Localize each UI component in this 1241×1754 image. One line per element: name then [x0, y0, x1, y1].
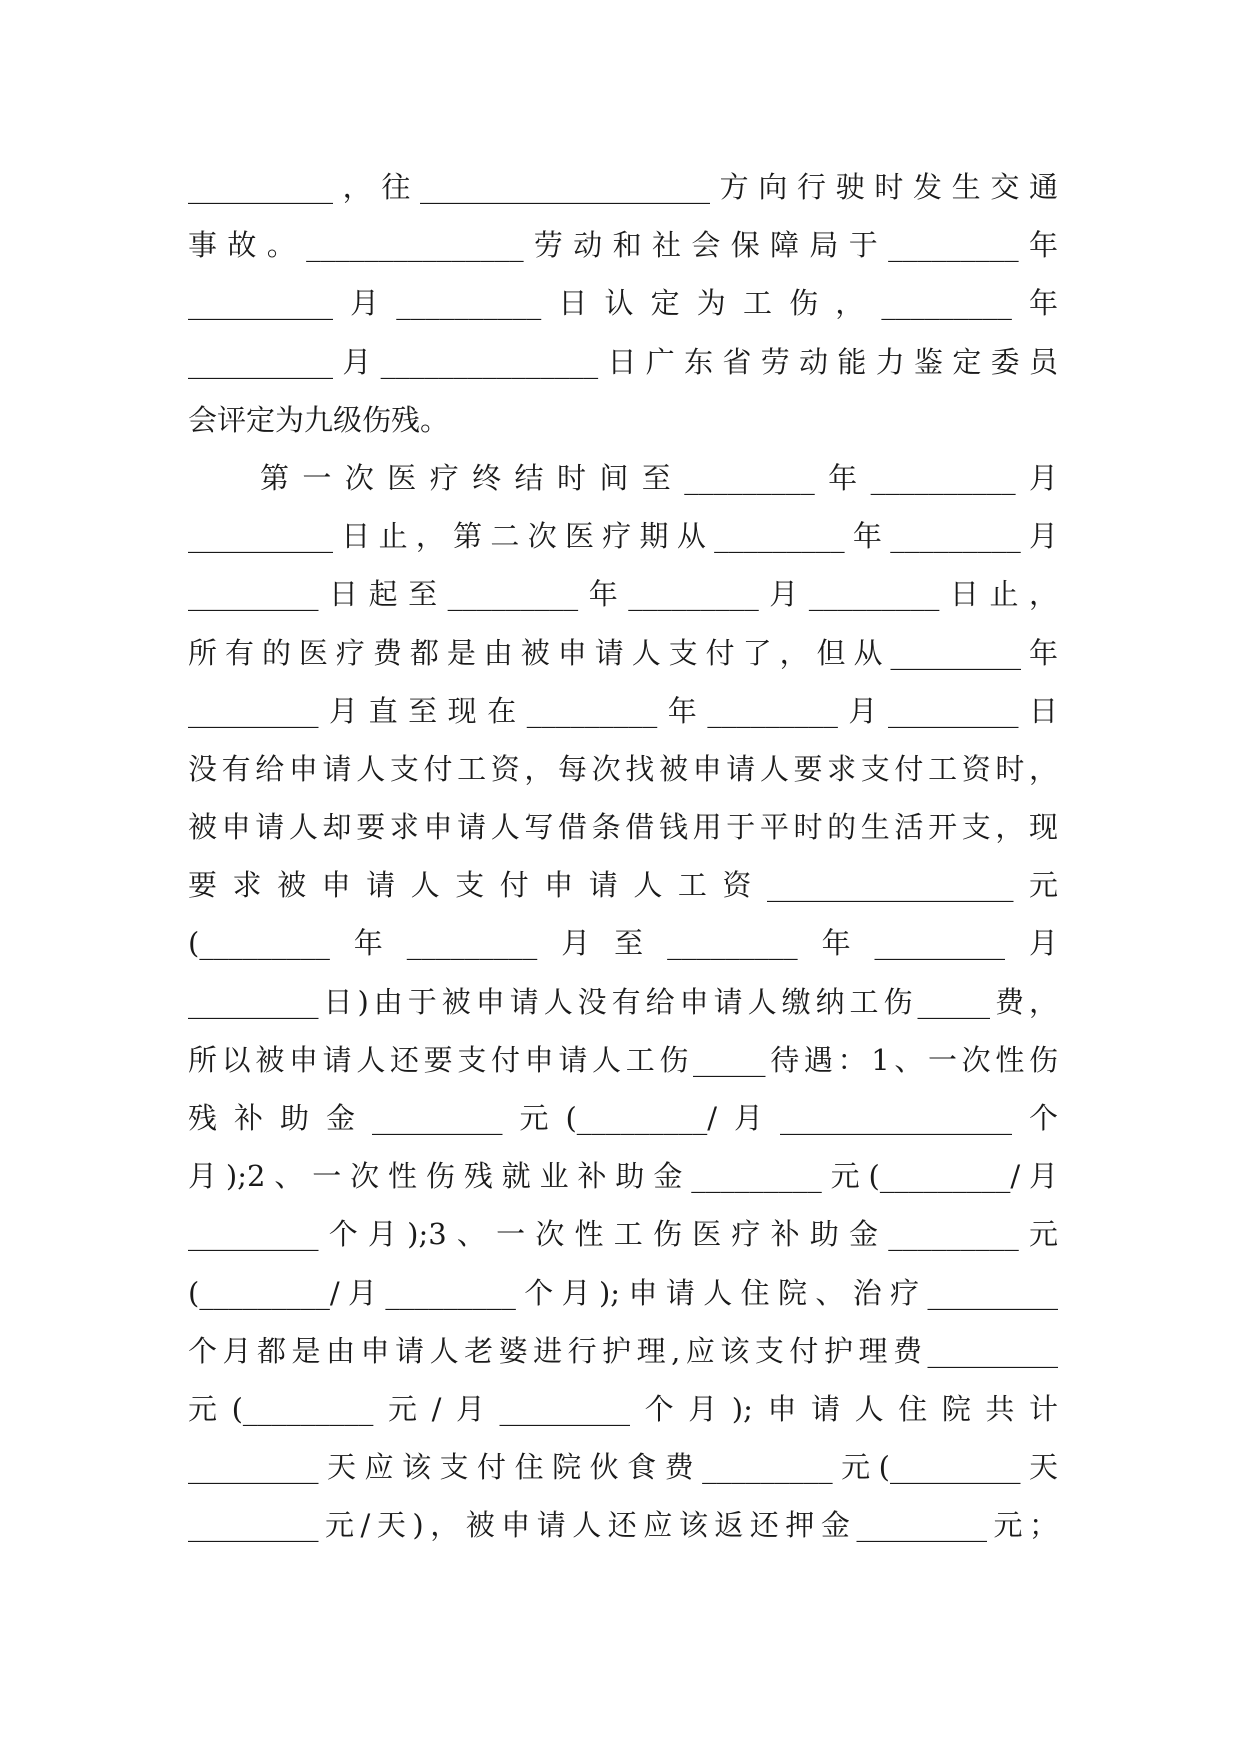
document-line: 所以被申请人还要支付申请人工伤_____待遇：1、一次性伤 — [188, 1042, 1058, 1077]
document-line: 被申请人却要求申请人写借条借钱用于平时的生活开支，现 — [188, 810, 1058, 845]
document-line: __________月__________日认定为工伤，_________年 — [188, 286, 1058, 321]
document-line: _________日)由于被申请人没有给申请人缴纳工伤_____费， — [188, 984, 1058, 1019]
document-line: 没有给申请人支付工资，每次找被申请人要求支付工资时， — [188, 751, 1058, 786]
document-line: _________月直至现在_________年_________月_________日 — [188, 693, 1058, 728]
document-line: (_________/月_________个月);申请人住院、治疗_________ — [188, 1275, 1058, 1310]
document-body — [188, 158, 1058, 1555]
document-line: 元(_________元/月_________个月);申请人住院共计 — [188, 1391, 1058, 1426]
document-line: 个月都是由申请人老婆进行护理,应该支付护理费_________ — [188, 1333, 1058, 1368]
document-line: _________日起至_________年_________月_________日止， — [188, 577, 1058, 612]
document-line: 要求被申请人支付申请人工资_________________元 — [188, 868, 1058, 903]
document-line: _________元/天)，被申请人还应该返还押金_________元； — [188, 1508, 1058, 1543]
document-line: 会评定为九级伤残。 — [188, 402, 450, 437]
document-line: 第一次医疗终结时间至_________年__________月 — [260, 460, 1058, 495]
document-line: __________，往____________________方向行驶时发生交通 — [188, 170, 1058, 204]
document-line: _________天应该支付住院伙食费_________元(_________天 — [188, 1450, 1058, 1485]
document-line: __________月_______________日广东省劳动能力鉴定委员 — [188, 344, 1058, 379]
document-line: __________日止，第二次医疗期从_________年_________月 — [188, 519, 1058, 554]
document-line: (_________年_________月至_________年_________月 — [188, 926, 1058, 961]
document-line: 月);2、一次性伤残就业补助金_________元(_________/月 — [188, 1159, 1058, 1194]
document-line: 残补助金_________元(_________/月________________个 — [188, 1101, 1058, 1135]
document-line: 所有的医疗费都是由被申请人支付了，但从_________年 — [188, 635, 1058, 670]
document-line: 事故。_______________劳动和社会保障局于_________年 — [188, 228, 1058, 263]
document-line: _________个月);3、一次性工伤医疗补助金_________元 — [188, 1217, 1058, 1252]
